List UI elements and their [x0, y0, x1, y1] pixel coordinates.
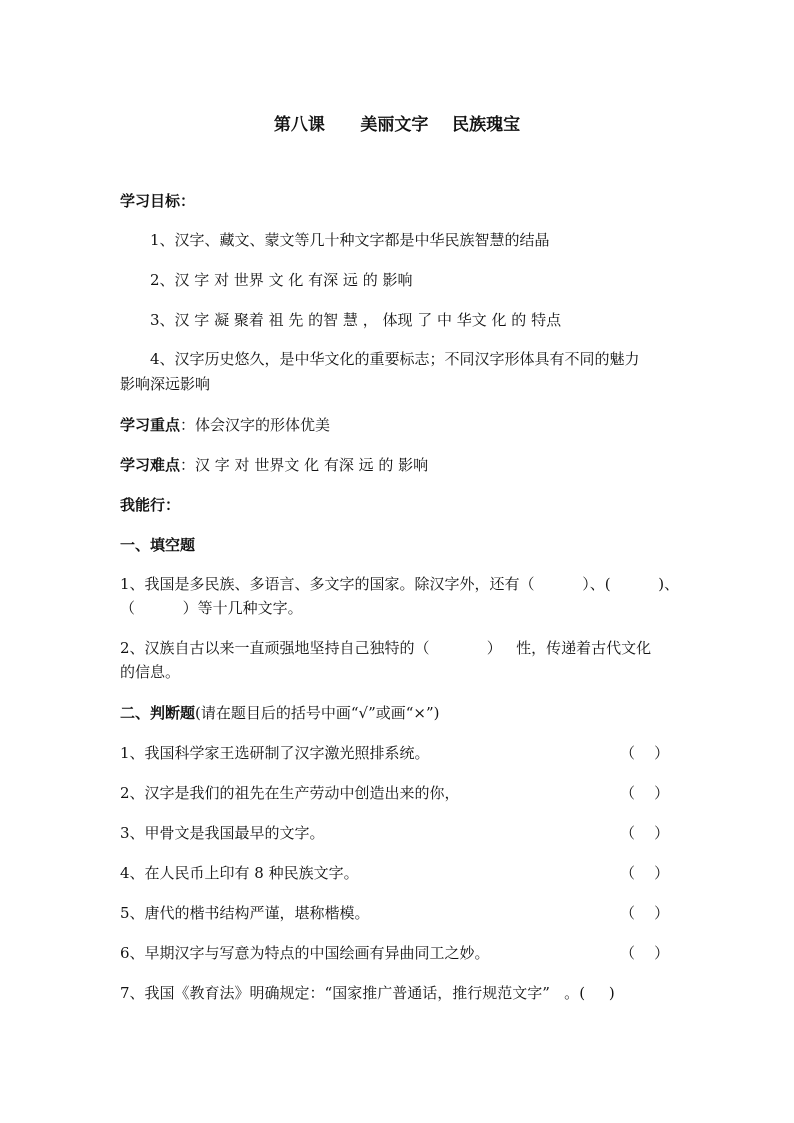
section2-instruction: (请在题目后的括号中画“√”或画“×”)	[195, 704, 440, 722]
objectives-heading: 学习目标：	[120, 192, 196, 210]
section2-heading: 二、判断题	[120, 704, 196, 722]
judge-answer-4: （ ）	[620, 864, 670, 882]
section2-header	[120, 702, 440, 724]
judge-question-3: 3、甲骨文是我国最早的文字。	[120, 824, 325, 842]
objective-2: 2、汉 字 对 世界 文 化 有深 远 的 影响	[150, 271, 413, 289]
judge-question-7: 7、我国《教育法》明确规定：“国家推广普通话，推行规范文字” 。( )	[120, 984, 615, 1002]
section1-heading: 一、填空题	[120, 536, 196, 554]
key-point	[120, 414, 330, 436]
judge-question-2: 2、汉字是我们的祖先在生产劳动中创造出来的你，	[120, 784, 460, 802]
judge-answer-3: （ ）	[620, 824, 670, 842]
fill-question-1-line2: （ ）等十几种文字。	[120, 599, 303, 617]
objective-4-continued: 影响深远影响	[120, 375, 211, 393]
judge-question-1: 1、我国科学家王选研制了汉字激光照排系统。	[120, 744, 430, 762]
judge-answer-2: （ ）	[620, 784, 670, 802]
judge-question-4: 4、在人民币上印有 8 种民族文字。	[120, 864, 359, 882]
key-point-text: ：体会汉字的形体优美	[180, 416, 331, 434]
difficult-point-label: 学习难点	[120, 456, 181, 474]
judge-question-6: 6、早期汉字与写意为特点的中国绘画有异曲同工之妙。	[120, 944, 490, 962]
judge-answer-6: （ ）	[620, 944, 670, 962]
objective-3: 3、汉 字 凝 聚着 祖 先 的智 慧 ， 体现 了 中 华文 化 的 特点	[150, 311, 562, 329]
judge-question-5: 5、唐代的楷书结构严谨，堪称楷模。	[120, 904, 370, 922]
objective-4: 4、汉字历史悠久，是中华文化的重要标志；不同汉字形体具有不同的魅力	[150, 350, 640, 368]
judge-answer-5: （ ）	[620, 904, 670, 922]
difficult-point	[120, 454, 428, 476]
i-can-heading: 我能行：	[120, 496, 181, 514]
fill-question-2-line2: 的信息。	[120, 663, 181, 681]
difficult-point-text: ：汉 字 对 世界文 化 有深 远 的 影响	[180, 456, 429, 474]
fill-question-1-line1: 1、我国是多民族、多语言、多文字的国家。除汉字外，还有（ ）、( )、	[120, 575, 680, 593]
fill-question-2-line1: 2、汉族自古以来一直顽强地坚持自己独特的（ ） 性，传递着古代文化	[120, 639, 652, 657]
key-point-label: 学习重点	[120, 416, 181, 434]
page-title: 第八课 美丽文字 民族瑰宝	[273, 115, 521, 135]
objective-1: 1、汉字、藏文、蒙文等几十种文字都是中华民族智慧的结晶	[150, 231, 550, 249]
judge-answer-1: （ ）	[620, 744, 670, 762]
